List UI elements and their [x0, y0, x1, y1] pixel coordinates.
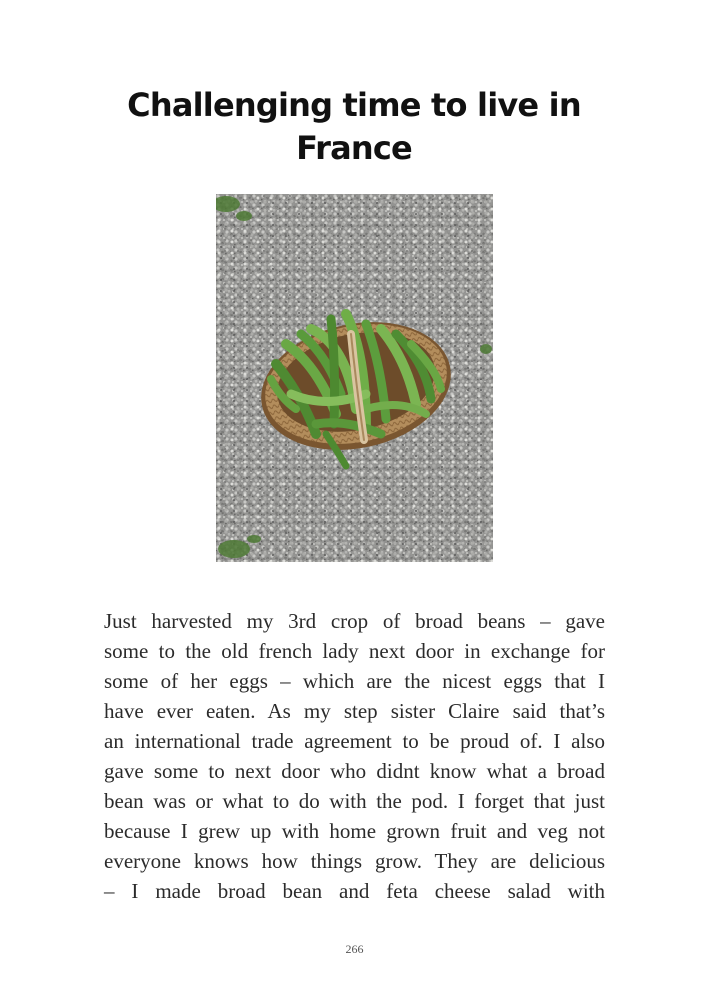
- body-line: bean was or what to do with the pod. I forget that just: [104, 789, 605, 813]
- body-line: some of her eggs – which are the nicest eggs that I: [104, 669, 605, 693]
- broad-beans-photo: [216, 194, 493, 562]
- body-line: everyone knows how things grow. They are delicious: [104, 849, 605, 873]
- page-number: 266: [345, 942, 364, 956]
- body-line: Just harvested my 3rd crop of broad beans – gave: [104, 609, 605, 633]
- body-line: – I made broad bean and feta cheese salad with: [104, 879, 605, 903]
- body-line: gave some to next door who didnt know what a broad: [104, 759, 605, 783]
- body-line: an international trade agreement to be proud of. I also: [104, 729, 605, 753]
- body-line: some to the old french lady next door in exchange for: [104, 639, 605, 663]
- body-line: have ever eaten. As my step sister Claire said that’s: [104, 699, 605, 723]
- page-title: Challenging time to live in France: [127, 86, 581, 167]
- body-paragraph: [104, 606, 605, 906]
- body-line: because I grew up with home grown fruit and veg not: [104, 819, 605, 843]
